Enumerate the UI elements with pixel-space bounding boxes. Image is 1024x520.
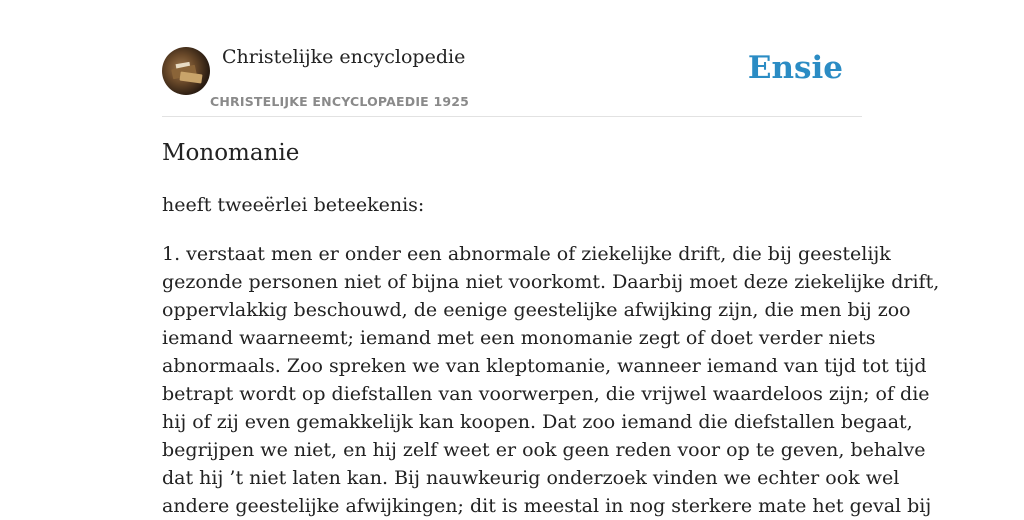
- site-header: [162, 0, 862, 117]
- page: [162, 0, 940, 517]
- article-title: Monomanie: [162, 140, 300, 166]
- body-line: hij of zij even gemakkelijk kan koopen. Dat zoo iemand die diefstallen begaat,: [162, 411, 913, 433]
- site-title-link[interactable]: Christelijke encyclopedie: [222, 46, 466, 68]
- body-line: begrijpen we niet, en hij zelf weet er ook geen reden voor op te geven, behalve: [162, 439, 926, 461]
- body-line: 1. verstaat men er onder een abnormale of ziekelijke drift, die bij geestelijk: [162, 243, 891, 265]
- site-subtitle: CHRISTELIJKE ENCYCLOPAEDIE 1925: [210, 94, 470, 109]
- body-line: dat hij ’t niet laten kan. Bij nauwkeurig onderzoek vinden we echter ook wel: [162, 467, 900, 489]
- body-line: oppervlakkig beschouwd, de eenige geestelijke afwijking zijn, die men bij zoo: [162, 299, 911, 321]
- article-body: [162, 240, 940, 520]
- body-line: abnormaals. Zoo spreken we van kleptomanie, wanneer iemand van tijd tot tijd: [162, 355, 927, 377]
- brand-logo-link[interactable]: Ensie: [747, 50, 843, 86]
- site-avatar[interactable]: [162, 47, 210, 95]
- body-line: betrapt wordt op diefstallen van voorwerpen, die vrijwel waardeloos zijn; of die: [162, 383, 930, 405]
- article-intro: heeft tweeërlei beteekenis:: [162, 194, 425, 216]
- body-line: andere geestelijke afwijkingen; dit is meestal in nog sterkere mate het geval bij: [162, 495, 932, 517]
- body-line: iemand waarneemt; iemand met een monomanie zegt of doet verder niets: [162, 327, 876, 349]
- body-line: gezonde personen niet of bijna niet voorkomt. Daarbij moet deze ziekelijke drift,: [162, 271, 940, 293]
